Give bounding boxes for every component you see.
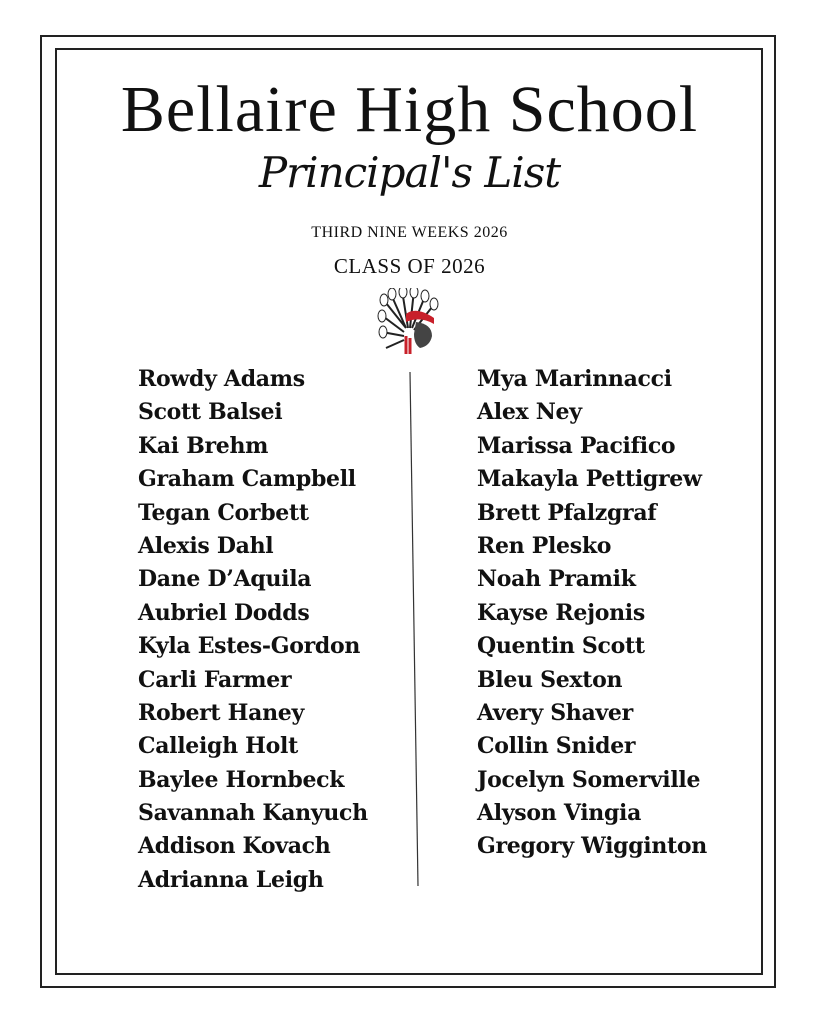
student-name: Kayse Rejonis — [477, 599, 645, 626]
names-column-right — [477, 364, 707, 865]
student-name: Adrianna Leigh — [138, 866, 324, 893]
student-name: Graham Campbell — [138, 466, 356, 493]
student-name: Alexis Dahl — [138, 532, 274, 559]
student-name: Tegan Corbett — [138, 499, 309, 526]
student-name: Noah Pramik — [477, 566, 636, 593]
student-name: Alex Ney — [477, 399, 582, 426]
student-name: Robert Haney — [138, 699, 304, 726]
student-name: Carli Farmer — [138, 666, 292, 693]
student-name: Baylee Hornbeck — [138, 766, 345, 793]
student-name: Collin Snider — [477, 733, 636, 760]
student-name: Kyla Estes-Gordon — [138, 633, 361, 660]
student-name: Scott Balsei — [138, 399, 283, 426]
names-column-left — [138, 364, 368, 898]
school-mascot-logo — [376, 288, 442, 356]
student-name: Jocelyn Somerville — [477, 766, 701, 793]
student-name: Mya Marinnacci — [477, 366, 672, 392]
student-name: Alyson Vingia — [477, 800, 642, 827]
student-name: Bleu Sexton — [477, 666, 623, 693]
student-name: Avery Shaver — [477, 699, 633, 726]
student-name: Calleigh Holt — [138, 733, 298, 760]
student-name: Dane D’Aquila — [138, 566, 312, 593]
school-title: Bellaire High School — [120, 73, 699, 146]
student-name: Ren Plesko — [477, 532, 612, 559]
student-name: Gregory Wigginton — [477, 833, 707, 860]
student-name: Quentin Scott — [477, 633, 645, 660]
student-name: Aubriel Dodds — [138, 599, 310, 626]
student-name: Addison Kovach — [138, 833, 331, 860]
student-name: Kai Brehm — [138, 432, 269, 459]
class-label: CLASS OF 2026 — [333, 254, 486, 278]
student-name: Savannah Kanyuch — [138, 800, 368, 827]
student-name: Marissa Pacifico — [477, 432, 676, 459]
list-title: Principal's List — [258, 148, 561, 197]
student-name: Brett Pfalzgraf — [477, 499, 657, 526]
period-label: THIRD NINE WEEKS 2026 — [311, 224, 508, 241]
student-name: Makayla Pettigrew — [477, 466, 702, 493]
student-name: Rowdy Adams — [138, 366, 305, 392]
